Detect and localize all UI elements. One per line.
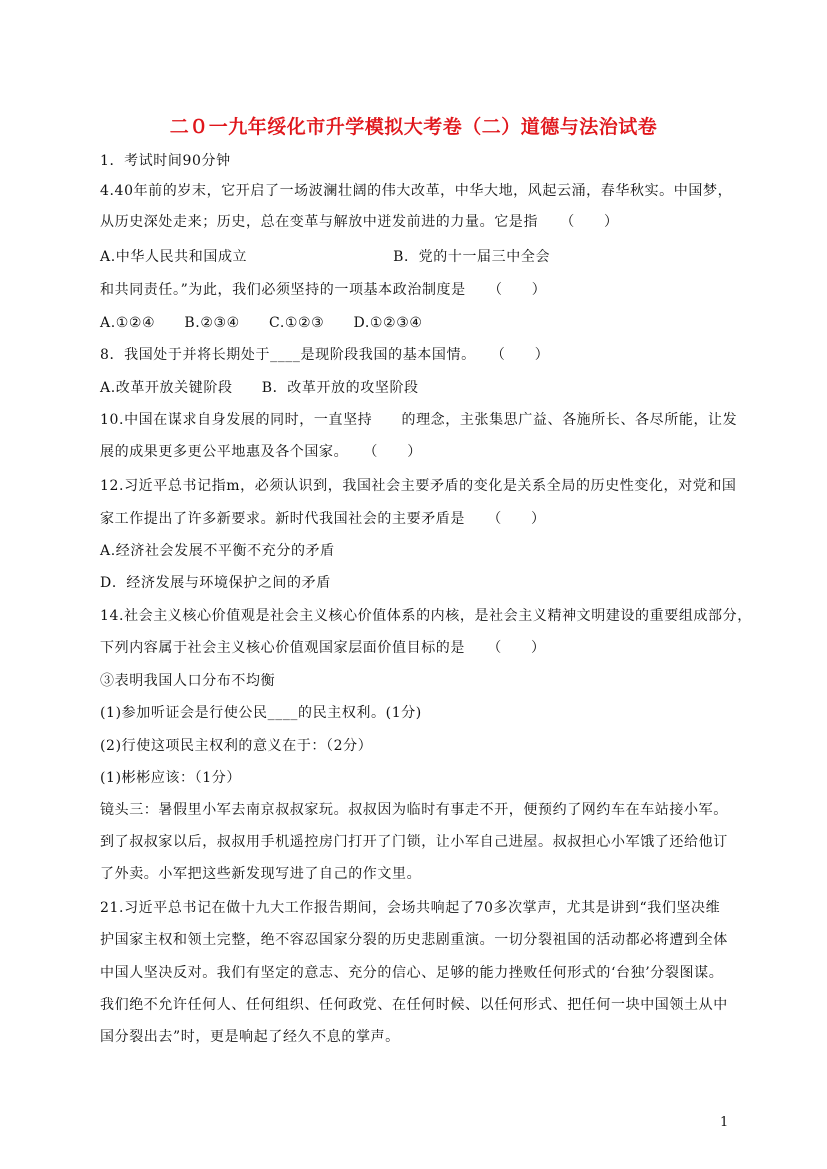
text-line: 12.习近平总书记指m，必须认识到，我国社会主要矛盾的变化是关系全局的历史性变化，对党和国 bbox=[100, 478, 737, 494]
text-line: (2)行使这项民主权利的意义在于：（2分） bbox=[100, 738, 373, 754]
page-number: 1 bbox=[720, 1115, 729, 1130]
text-line: A.改革开放关键阶段 B．改革开放的攻坚阶段 bbox=[100, 380, 419, 396]
text-line: 中国人坚决反对。我们有坚定的意志、充分的信心、足够的能力挫败任何形式的‘台独’分裂图谋。 bbox=[100, 965, 724, 981]
text-line: 8．我国处于并将长期处于____是现阶段我国的基本国情。 （ ） bbox=[100, 347, 550, 363]
text-line: 21.习近平总书记在做十九大工作报告期间，会场共响起了70多次掌声，尤其是讲到“我们坚决维 bbox=[100, 900, 721, 916]
text-line: 家工作提出了许多新要求。新时代我国社会的主要矛盾是 （ ） bbox=[100, 511, 546, 527]
text-line: 14.社会主义核心价值观是社会主义核心价值体系的内核，是社会主义精神文明建设的重要组成部分， bbox=[100, 608, 752, 624]
text-line: 到了叔叔家以后，叔叔用手机遥控房门打开了门锁，让小军自己进屋。叔叔担心小军饿了还给他订 bbox=[100, 834, 728, 850]
text-line: 1．考试时间90分钟 bbox=[100, 153, 231, 169]
text-line: A.①②④ B.②③④ C.①②③ D.①②③④ bbox=[100, 315, 423, 331]
text-line: 护国家主权和领土完整，绝不容忍国家分裂的历史悲剧重演。一切分裂祖国的活动都必将遭到全体 bbox=[100, 932, 728, 948]
text-line: 镜头三：暑假里小军去南京叔叔家玩。叔叔因为临时有事走不开，便预约了网约车在车站接小军。 bbox=[100, 802, 728, 818]
text-line: (1)参加听证会是行使公民____的民主权利。(1分) bbox=[100, 705, 422, 721]
text-line: 展的成果更多更公平地惠及各个国家。 （ ） bbox=[100, 444, 422, 460]
text-line: 10.中国在谋求自身发展的同时，一直坚持 的理念，主张集思广益、各施所长、各尽所能，让发 bbox=[100, 412, 738, 428]
text-line: 4.40年前的岁末，它开启了一场波澜壮阔的伟大改革，中华大地，风起云涌，春华秋实。中国梦， bbox=[100, 183, 733, 199]
text-line: A.中华人民共和国成立 B．党的十一届三中全会 bbox=[100, 249, 551, 265]
text-line: 国分裂出去”时，更是响起了经久不息的掌声。 bbox=[100, 1029, 400, 1045]
text-line: A.经济社会发展不平衡不充分的矛盾 bbox=[100, 543, 335, 559]
text-line: (1)彬彬应该：（1分） bbox=[100, 770, 241, 786]
text-line: 了外卖。小军把这些新发现写进了自己的作文里。 bbox=[100, 866, 422, 882]
text-line: ③表明我国人口分布不均衡 bbox=[100, 673, 276, 689]
page-title: 二０一九年绥化市升学模拟大考卷（二）道德与法治试卷 bbox=[169, 116, 658, 138]
text-line: 下列内容属于社会主义核心价值观国家层面价值目标的是 （ ） bbox=[100, 640, 546, 656]
text-line: D．经济发展与环境保护之间的矛盾 bbox=[100, 575, 331, 591]
text-line: 和共同责任。”为此，我们必须坚持的一项基本政治制度是 （ ） bbox=[100, 282, 547, 298]
text-line: 从历史深处走来；历史，总在变革与解放中迸发前进的力量。它是指 （ ） bbox=[100, 214, 619, 230]
text-line: 我们绝不允许任何人、任何组织、任何政党、在任何时候、以任何形式、把任何一块中国领土从中 bbox=[100, 997, 728, 1013]
